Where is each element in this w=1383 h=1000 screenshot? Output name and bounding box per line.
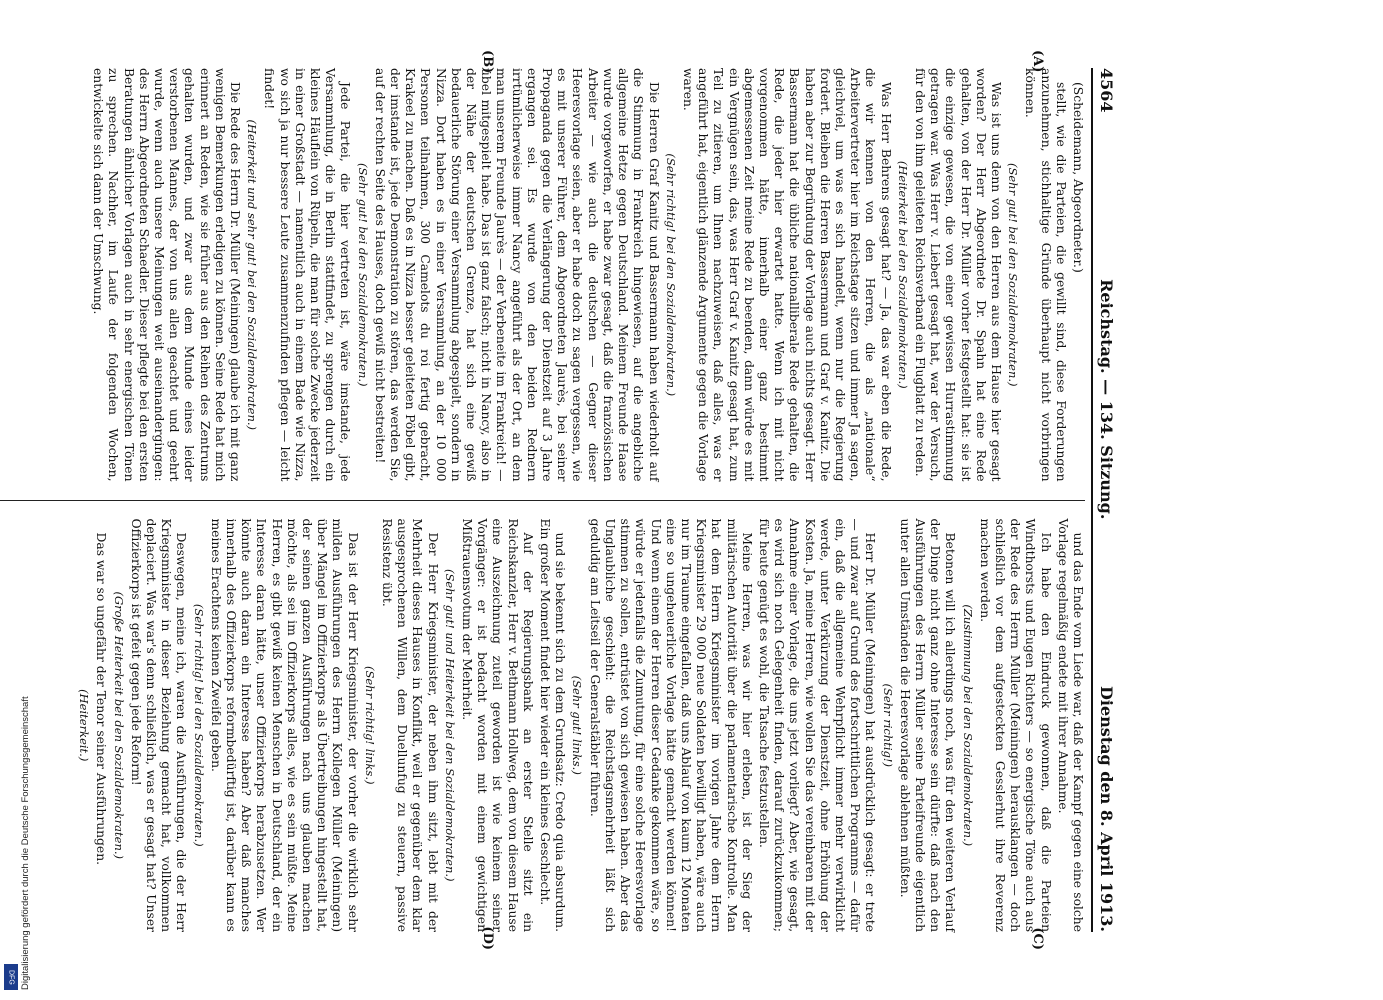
issue-date: Dienstag den 8. April 1913. — [1097, 685, 1116, 932]
stage-direction: (Sehr gut! bei den Sozialdemokraten.) — [355, 163, 370, 387]
right-column — [0, 518, 1085, 950]
paragraph: Auf der Regierungsbank an erster Stelle sitzt ein Reichskanzler, Herr v. Bethmann Hollweg, dem von diesem Hause eine Auszeichnung zuteil geworden ist wie keinem seiner Vorgänger: er ist bedacht worden mit einem gewichtigen Mißtrauensvotum der Mehrheit. — [460, 518, 535, 932]
stage-direction: (Sehr richtig! bei den Sozialdemokraten.) — [663, 153, 678, 397]
paragraph: Was Herr Behrens gesagt hat? — Ja, das war eben die Rede, die wir kennen von den Herren, die als „nationale“ Arbeitervertreter hier im Reichstage sitzen und immer Ja sagen, gleichviel, um was es sich handelt, wenn nur die Regierung fordert. Bleiben die Herren Bassermann und Graf v. Kanitz. Die haben aber zur Begründung der Vorlage auch nichts gesagt. Herr Bassermann hat die übliche nationalliberale Rede gehalten, die Rede, die jeder hier erwartet hatte. Wenn ich mit nicht vorgenommen hätte, innerhalb einer ganz bestimmt abgemessenen Zeit meine Rede zu beenden, dann würde es mit ein Vergnügen sein, das, was Herr Graf v. Kanitz gesagt hat, zum Teil zu zitieren, um Ihnen nachzuweisen, daß alles, was er angeführt hat, eigentlich glänzende Argumente gegen die Vorlage waren. — [680, 68, 893, 482]
newspaper-page — [0, 50, 1130, 950]
dfg-logo-text: DFG — [7, 969, 15, 985]
stage-direction: (Große Heiterkeit bei den Sozialdemokraten.) — [111, 591, 126, 859]
stage-direction: (Heiterkeit und sehr gut! bei den Sozialdemokraten.) — [245, 119, 260, 430]
paragraph: Der Herr Kriegsminister, der neben ihm sitzt, lebt mit der Mehrheit dieses Hauses in Konflikt, weil er gegenüber dem klar ausgesprochenen Willen, dem Duellunfug zu steuern, passive Resistenz übt. — [380, 518, 440, 932]
stage-direction: (Sehr richtig!) — [880, 683, 895, 768]
margin-marker-b: (B) — [480, 50, 495, 74]
left-column — [0, 50, 1085, 482]
paragraph: (Scheidemann, Abgeordneter.) — [1071, 82, 1085, 273]
stage-direction: (Zustimmung bei den Sozialdemokraten.) — [960, 604, 975, 847]
paragraph: und das Ende vom Liede war, daß der Kampf gegen eine solche Vorlage regelmäßig endete mit ihrer Annahme. — [1055, 518, 1085, 932]
margin-marker-d: (D) — [480, 926, 495, 950]
running-title: Reichstag. — 134. Sitzung. — [1097, 279, 1116, 520]
stage-direction: (Sehr gut! und Heiterkeit bei den Sozialdemokraten.) — [442, 569, 457, 882]
paragraph: und sie bekennt sich zu dem Grundsatz: Credo quia absurdum. Ein großer Moment findet hier wieder ein kleines Geschlecht. — [538, 518, 568, 932]
page-number: 4564 — [1097, 68, 1116, 113]
paragraph: stellt, wie die Parteien, die gewillt sind, diese Forderungen anzunehmen, stichhaltige Gründe überhaupt nicht vorbringen können. — [1023, 68, 1068, 482]
paragraph: Meine Herren, was wir hier erleben, ist der Sieg der militärischen Autorität über die parlamentarische Kontrolle. Man hat dem Herrn Kriegsminister im vorigen Jahre dem Herrn Kriegsminister 29 000 neue Soldaten bewilligt haben, wäre auch nur im Traume eingefallen, daß uns Ablauf von kaum 12 Monaten eine so ungeheuerliche Vorlage hätte gemacht werden können! Und wenn einem der Herren dieser Gedanke gekommen wäre, so würde er jedenfalls die Zumutung, für eine solche Heeresvorlage stimmen zu sollen, entrüstet von sich gewiesen haben. Aber das Unglaubliche geschieht: die Reichstagsmehrheit läßt sich geduldig am Leitseil der Generalstäbler führen. — [587, 518, 754, 932]
paragraph: Die Herren Graf Kanitz und Bassermann haben wiederholt auf die Stimmung in Frankreich hingewiesen, auf die angebliche allgemeine Hetze gegen Deutschland. Meinem Freunde Haase wurde vorgeworfen, er habe zwar gesagt, daß die französischen Arbeiter — wie auch die deutschen — Gegner dieser Heeresvorlage seien, aber er habe doch zu sagen vergessen, wie es mit unserer Führer, dem Abgeordneten Jaurès, bei seiner Propaganda gegen die Verlängerung der Dienstzeit auf 3 Jahre ergangen sei. Es wurde von den beiden Rednern irrtümlicherweise immer Nancy angeführt als der Ort, an dem man unserem Freunde Jaurès — der Verbeneite im Frankreich! — übel mitgespielt habe. Das ist ganz falsch; nicht in Nancy, also in der Nähe der deutschen Grenze, hat sich eine gewiß bedauerliche Störung einer Versammlung abgespielt, sondern in Nizza. Dort haben es in einer Versammlung, an der 10 000 Personen teilnahmen, 300 Camelots du roi fertig gebracht, Krakeel zu machen. Daß es in Nizza besser geleiteten Pöbel gibt, der imstande ist, jede Demonstration zu stören, das werden Sie, auf der rechten Seite des Hauses, doch gewiß nicht bestreiten! — [372, 68, 661, 482]
stage-direction: (Heiterkeit bei den Sozialdemokraten.) — [895, 160, 910, 389]
paragraph: Jede Partei, die hier vertreten ist, wäre imstande, jede Versammlung, die in Berlin stattfindet, zu sprengen durch ein kleines Häuflein von Rüpeln, die man für solche Zwecke jederzeit in einer Großstadt — namentlich auch in einem Bade wie Nizza, wo sich ja nur bessere Leute zusammenzufinden pflegen — leicht findet! — [262, 68, 353, 482]
margin-marker-a: (A) — [1030, 50, 1045, 73]
stage-direction: (Sehr gut! bei den Sozialdemokraten.) — [1006, 163, 1021, 387]
paragraph: Ich habe den Eindruck gewonnen, daß die Parteien Windthorsts und Eugen Richters — so energische Töne auch aus der Rede des Herrn Müller (Meiningen) herausklangen — doch schließlich vor dem aufgesteckten Gesslerhut ihre Reverenz machen werden. — [977, 518, 1053, 932]
dfg-logo — [4, 964, 18, 990]
stage-direction: (Sehr gut! links.) — [570, 675, 585, 775]
paragraph: Deswegen, meine ich, waren die Ausführungen, die der Herr Kriegsminister in dieser Beziehung gemacht hat, vollkommen deplaciert. Was war's denn schließlich, was er gesagt hat? Unser Offizierkorps ist gefeit gegen jede Reform! — [128, 518, 189, 932]
margin-marker-c: (C) — [1030, 927, 1045, 950]
paragraph: Was ist uns denn von den Herren aus dem Hause hier gesagt worden? Der Herr Abgeordnete Dr. Spahn hat eine Rede gehalten, von der Herr Dr. Müller vorher festgestellt hat: sie ist die einzige gewesen, die von einer gewissen Hurrastimmung getragen war. Was Herr v. Liebert gesagt hat, war der Versuch, für den von ihm geleiteten Reichsverband ein Flugblatt zu reden. — [912, 68, 1003, 482]
paragraph: Betonen will ich allerdings noch, was für den weiteren Verlauf der Dinge nicht ganz ohne Interesse sein dürfte: daß nach den Ausführungen des Herrn Müller seine Parteifreunde eigentlich unter allen Umständen die Heeresvorlage ablehnen müßten. — [897, 518, 958, 932]
paragraph: Das war so ungefähr der Tenor seiner Ausführungen. — [94, 532, 109, 866]
paragraph: Herr Dr. Müller (Meiningen) hat ausdrücklich gesagt: er trete — und zwar auf Grund des fortschrittlichen Programms — dafür ein, daß die allgemeine Wehrpflicht immer mehr verwirklicht werde, unter Verkürzung der Dienstzeit, ohne Erhöhung der Kosten. Ja, meine Herren, wie wollen Sie das vereinbaren mit der Annahme einer Vorlage, die uns jetzt vorliegt? Aber, wie gesagt, es wird sich noch Gelegenheit finden, darauf zurückzukommen; für heute genügt es wohl, die Tatsache festzustellen. — [756, 518, 878, 932]
column-divider — [0, 500, 1085, 501]
paragraph: Die Rede des Herrn Dr. Müller (Meiningen) glaube ich mit ganz wenigen Bemerkungen erledigen zu können. Seine Rede hat mich erinnert an Reden, wie sie früher aus den Reihen des Zentrums gehalten wurden, und zwar aus dem Munde eines leider verstorbenen Mannes, der von uns allen geachtet und geehrt wurde, wenn auch unsere Meinungen weit auseinandergingen: des Herrn Abgeordneten Schaedler. Dieser pflegte bei den ersten Beratungen ähnlicher Vorlagen auch in sehr energischen Tönen zu sprechen. Nachher, im Laufe der folgenden Wochen, entwickelte sich dann der Umschwung. — [91, 68, 243, 482]
stage-direction: (Sehr richtig! bei den Sozialdemokraten.) — [191, 603, 206, 847]
digitization-credit-strip — [2, 0, 31, 1000]
digitization-credit: Digitalisierung gefördert durch die Deutsche Forschungsgemeinschaft — [20, 696, 31, 990]
text-columns — [0, 50, 1085, 950]
paragraph: Das ist der Herr Kriegsminister, der vorher die wirklich sehr milden Ausführungen des Herrn Kollegen Müller (Meiningen) über Mängel im Offizierkorps als Übertreibungen hingestellt hat, der seinen ganzen Ausführungen nach uns glauben machen möchte, als sei im Offizierkorps alles, wie es sein müßte. Meine Herren, es gibt gewiß keinen Menschen in Deutschland, der ein Interesse daran hätte, unser Offizierkorps herabzusetzen. Wer könnte auch daran ein Interesse haben? Aber daß manches innerhalb des Offizierkorps reformbedürftig ist, darüber kann es meines Erachtens keinen Zweifel geben. — [208, 518, 360, 932]
stage-direction: (Sehr richtig! links.) — [362, 666, 377, 785]
running-head — [1091, 68, 1116, 932]
stage-direction: (Heiterkeit.) — [77, 689, 92, 762]
